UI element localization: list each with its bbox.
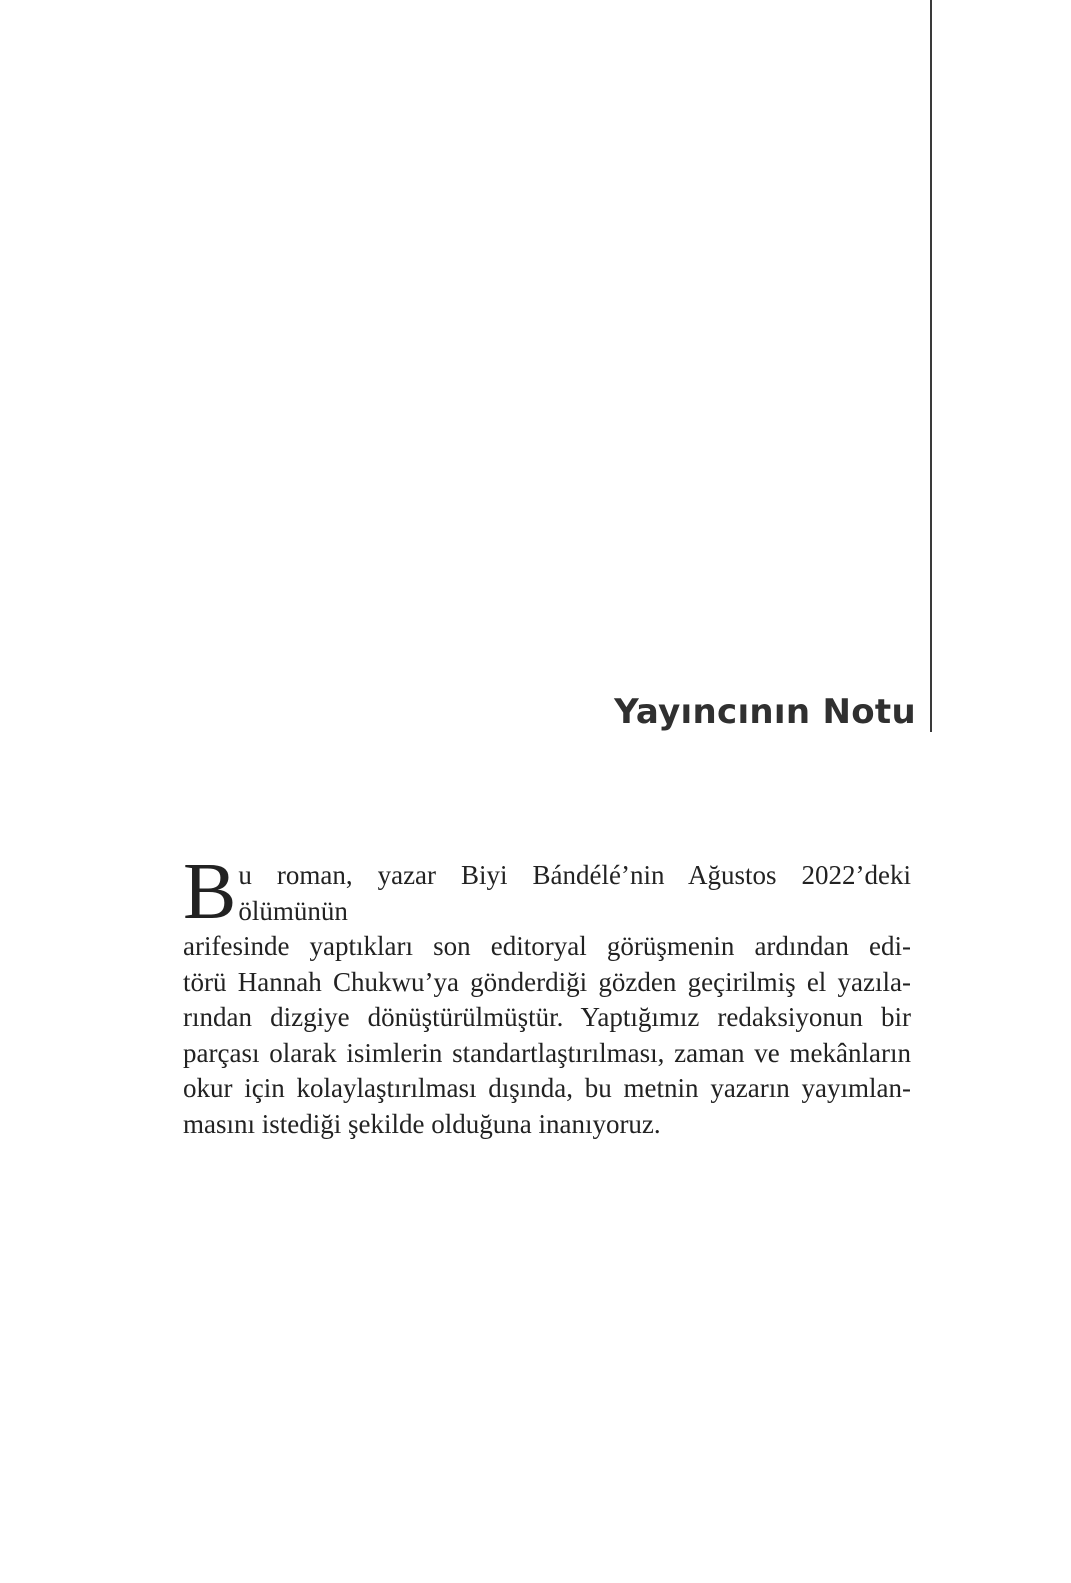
paragraph-line-1: u roman, yazar Biyi Bándélé’nin Ağustos 2022’deki ölümünün bbox=[238, 860, 911, 926]
paragraph-line-3: törü Hannah Chukwu’ya gönderdiği gözden geçirilmiş el yazıla- bbox=[183, 966, 911, 997]
paragraph-line-6: okur için kolaylaştırılması dışında, bu metnin yazarın yayımlan- bbox=[183, 1073, 911, 1103]
paragraph-line-4: rından dizgiye dönüştürülmüştür. Yaptığımız redaksiyonun bir bbox=[183, 1002, 911, 1032]
publisher-note-paragraph bbox=[183, 848, 911, 1142]
vertical-rule bbox=[930, 0, 932, 732]
drop-cap: B bbox=[183, 848, 237, 936]
paragraph-line-2: arifesinde yaptıkları son editoryal görüşmenin ardından edi- bbox=[183, 931, 911, 961]
paragraph-line-5: parçası olarak isimlerin standartlaştırılması, zaman ve mekânların bbox=[183, 1037, 911, 1068]
paragraph-line-7: masını istediği şekilde olduğuna inanıyoruz. bbox=[183, 1108, 661, 1139]
page-title: Yayıncının Notu bbox=[614, 692, 916, 732]
